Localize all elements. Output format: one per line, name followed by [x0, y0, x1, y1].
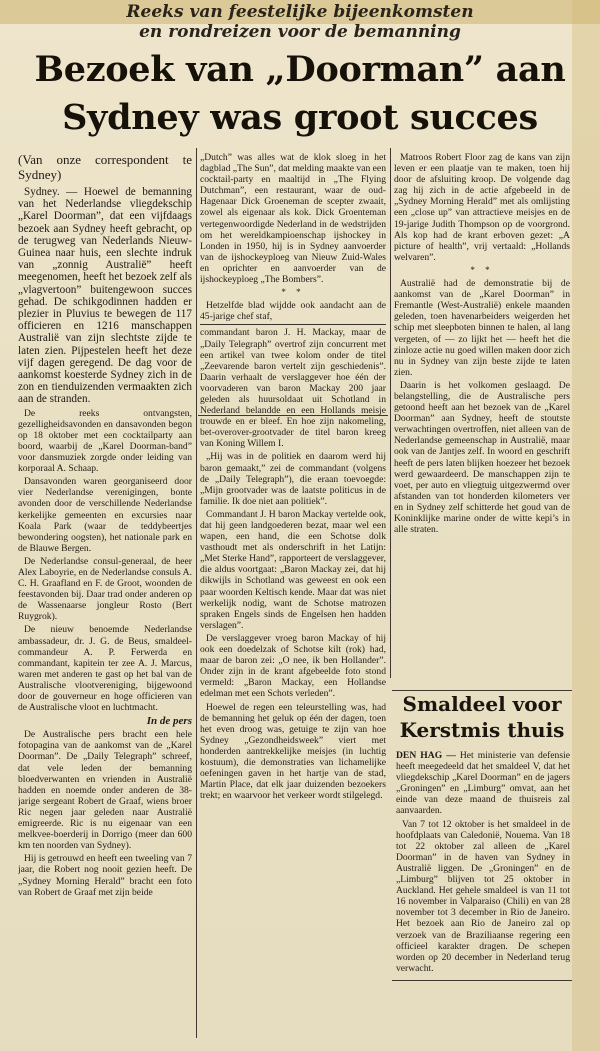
box-paragraph: Van 7 tot 12 oktober is het smaldeel in de hoofdplaats van Caledonië, Nouema. Van 18 tot 22 oktober zal alleen de „Karel Doorman” in de haven van Sydney in Australië liggen. De „Groningen” en de „Limburg” blijven tot 25 oktober in Auckland. Het gehele smaldeel is van 11 tot 16 november in Valparaiso (Chili) en van 28 november tot 3 december in Rio de Janeiro. Het bezoek aan Rio de Janeiro zal op verzoek van de Braziliaanse regering een officieel karakter dragen. De schepen worden op 20 december in Nederland terug verwacht. — [396, 818, 570, 974]
paragraph: De Nederlandse consul-generaal, de heer Alex Laboyrie, en de Nederlandse consuls A. C. H. Graafland en F. de Groot, woonden de feestavonden bij. Daar trad onder anderen op de Wassenaarse jongleur Rosto (Bert Ruygrok). — [18, 555, 192, 623]
headline-line-2: Sydney was groot succes — [62, 97, 538, 138]
tape-strip-right — [572, 0, 600, 1051]
lead-paragraph: Sydney. — Hoewel de bemanning van het Nederlandse vliegdekschip „Karel Doorman”, dat een vijfdaags bezoek aan Sydney heeft gebracht, op de terugweg van Nederlands Nieuw-Guinea naar huis, een slechte indruk van „zonnig Australië” heeft meegenomen, heeft het bezoek zelf als „vlagvertoon” buitengewoon succes gehad. De schikgodinnen hadden er plezier in Pluvius te bewegen de 117 officieren en 1216 manschappen Australië van zijn slechtste zijde te laten zien. Pijpestelen heeft het deze vijf dagen geregend. De dag voor de aankomst koesterde Sydney zich in de zon en tienduizenden vermaakten zich aan de stranden. — [18, 186, 192, 406]
paragraph: De verslaggever vroeg baron Mackay of hij ook een doedelzak of Schotse kilt (rok) had, maar de baron zei: „O nee, ik ben Hollander”. Onder zijn in de krant afgebeelde foto stond vermeld: „Baron Mackay, een Hollandse edelman met een Schots verleden”. — [200, 632, 386, 700]
paragraph: De nieuw benoemde Nederlandse ambassadeur, dr. J. G. de Beus, smaldeel-commandeur A. P. Ferwerda en commandant, kapitein ter zee A. J. Marcus, waren met anderen te gast op het bal van de Australische vlootvereniging, bijgewoond door de gouverneur en hoge officieren van de Australische vloot en luchtmacht. — [18, 624, 192, 714]
paragraph: commandant baron J. H. Mackay, maar de „Daily Telegraph” overtrof zijn concurrent met een artikel van twee kolom onder de titel „Zeevarende baron vertelt zijn geschiedenis”. Daarin verhaalt de verslaggever hoe één der voorvaderen van baron Mackay 200 jaar geleden als huursoldaat uit Schotland in Nederland belandde en een Hollands meisje trouwde en er bleef. En hoe zijn nakomeling, bet-overover-grootvader de titel baron kreeg van Koning Willem I. — [200, 324, 386, 449]
paragraph: Dansavonden waren georganiseerd door vier Nederlandse verenigingen, bonte avonden door de verschillende Nederlandse kerkelijke gemeenten en excursies naar Koala Park (waar de teddybeertjes bewondering oogsten), het nationale park en de Blauwe Bergen. — [18, 476, 192, 554]
box-body — [396, 750, 570, 980]
column-2 — [200, 152, 386, 1042]
correspondent-credit: (Van onze correspondent te Sydney) — [18, 152, 192, 182]
box-dateline: DEN HAG — — [396, 750, 456, 761]
box-top-rule — [392, 690, 572, 691]
column-rule-1 — [196, 148, 197, 1038]
paragraph: Hetzelfde blad wijdde ook aandacht aan de 45-jarige chef staf, — [200, 300, 386, 323]
headline-line-1: Bezoek van „Doorman” aan — [34, 49, 566, 90]
paragraph: Australië had de demonstratie bij de aankomst van de „Karel Doorman” in Fremantle (West-Australië) enkele maanden geleden, toen havenarbeiders weigerden het schip met sleepboten binnen te halen, al lang vergeten, of — zo lijkt het — heeft het die zinloze actie nu goed willen maken door zich nu in Sydney van zijn beste zijde te laten zien. — [394, 278, 570, 378]
section-break-stars: * * — [470, 264, 494, 275]
paragraph: Hoewel de regen een teleurstelling was, had de bemanning het geluk op één der dagen, toen het even droog was, getuige te zijn van hoe Sydney „Gezondheidsweek” viert met honderden aantrekkelijke meisjes (in luchtig kostuum), die demonstraties van lichamelijke oefeningen gaven in het hartje van de stad, Martin Place, dat elk jaar duizenden bezoekers trekt; en waarvoor het verkeer wordt stilgelegd. — [200, 701, 386, 802]
box-bottom-rule — [392, 980, 572, 981]
box-headline-line-2: Kerstmis thuis — [399, 718, 565, 742]
paragraph: Hij is getrouwd en heeft een tweeling van 7 jaar, die Robert nog nooit gezien heeft. De „Sydney Morning Herald” bracht een foto van Robert de Graaf met zijn beide — [18, 853, 192, 898]
paragraph: „Dutch” was alles wat de klok sloeg in het dagblad „The Sun”, dat melding maakte van een cocktail-party en maaltijd in „The Flying Dutchman”, een restaurant, waar de oud-Hagenaar Dick Groeneman de scepter zwaait, zowel als eigenaar als kok. Dick Groenteman vertegenwoordigde Nederland in de wedstrijden om het wereldkampioenschap ijshockey in Londen in 1950, hij is in Sydney aanvoerder van de ijshockeyploeg van Nieuw Zuid-Wales en oprichter en aanvoerder van de ijshockeyploeg „The Bombers”. — [200, 152, 386, 286]
paragraph: Matroos Robert Floor zag de kans van zijn leven er een plaatje van te maken, toen hij door de afsluiting kroop. De volgende dag zag hij zich in de actie afgebeeld in de „Sydney Morning Herald” met als omlijsting een „close up” van attractieve meisjes en de 19-jarige Judith Thompson op de voorgrond. Als kop had de krant erboven gezet: „A picture of health”, vrij vertaald: „Hollands welvaren”. — [394, 152, 570, 263]
box-paragraph: Het ministerie van defensie heeft meegedeeld dat het smaldeel V, dat het vliegdekschip „Karel Doorman” en de jagers „Groningen” en „Limburg” omvat, aan het einde van deze maand de thuisreis zal aanvaarden. — [396, 750, 570, 817]
subheading: In de pers — [146, 715, 192, 728]
paragraph: Daarin is het volkomen geslaagd. De belangstelling, die de Australische pers getoond heeft aan het bezoek van de „Karel Doorman” aan Sydney, heeft de stoutste verwachtingen overtroffen, niet alleen van de Nederlandse gemeenschap in Australië, maar ook van de Jantjes zelf. In woord en geschrift heeft de pers laten blijken hoezeer het bezoek werd gewaardeerd. De manschappen zijn te voet, per auto en vliegtuig uitgezwermd over afstanden van tot honderden kilometers ver en in Sydney zelf schitterde het goud van de Koninklijke marine onder de witte kepi’s in alle straten. — [394, 379, 570, 536]
column-3 — [394, 152, 570, 682]
paragraph: Commandant J. H baron Mackay vertelde ook, dat hij geen landgoederen bezat, maar wel een wapen, een hand, die een Schotse dolk vasthoudt met als onderschrift in het Latijn: „Met Sterke Hand”, rapporteert de verslaggever, die aldus voortgaat: „Baron Mackay zei, dat hij dikwijls in Schotland was geweest en ook een paar woorden Keltisch kende. Maar dat was niet werkelijk nodig, want de Schotse matrozen spraken Engels sinds de Engelsen hen hadden verslagen”. — [200, 508, 386, 631]
paragraph: De reeks ontvangsten, gezelligheidsavonden en dansavonden begon op 18 oktober met een cocktailparty aan boord, waarbij de „Karel Doorman-band” voor dansmuziek zorgde onder leiding van korporaal A. Schaap. — [18, 407, 192, 475]
kicker-line-2: en rondreizen voor de bemanning — [139, 22, 461, 42]
column-1 — [18, 152, 192, 1042]
section-break-stars: * * — [281, 287, 305, 298]
kicker-line-1: Reeks van feestelijke bijeenkomsten — [126, 2, 474, 22]
column-rule-2 — [390, 148, 391, 678]
paragraph: De Australische pers bracht een hele fotopagina van de aankomst van de „Karel Doorman”. De „Daily Telegraph” schreef, dat vele leden der bemanning bloedverwanten en vrienden in Australië hadden en noemde onder anderen de 38-jarige sergeant Robert de Graaf, wiens broer Ric negen jaar geleden naar Australië emigreerde. Ric is nu eigenaar van een melkvee-boerderij in Dorrigo (meer dan 600 km ten noorden van Sydney). — [18, 729, 192, 852]
box-headline-line-1: Smaldeel voor — [402, 692, 562, 716]
paragraph: „Hij was in de politiek en daarom werd hij baron gemaakt,” zei de commandant (volgens de „Daily Telegraph”), die eraan toevoegde: „Mijn grootvader was de laatste politicus in de familie. Ik doe niet aan politiek”. — [200, 451, 386, 507]
